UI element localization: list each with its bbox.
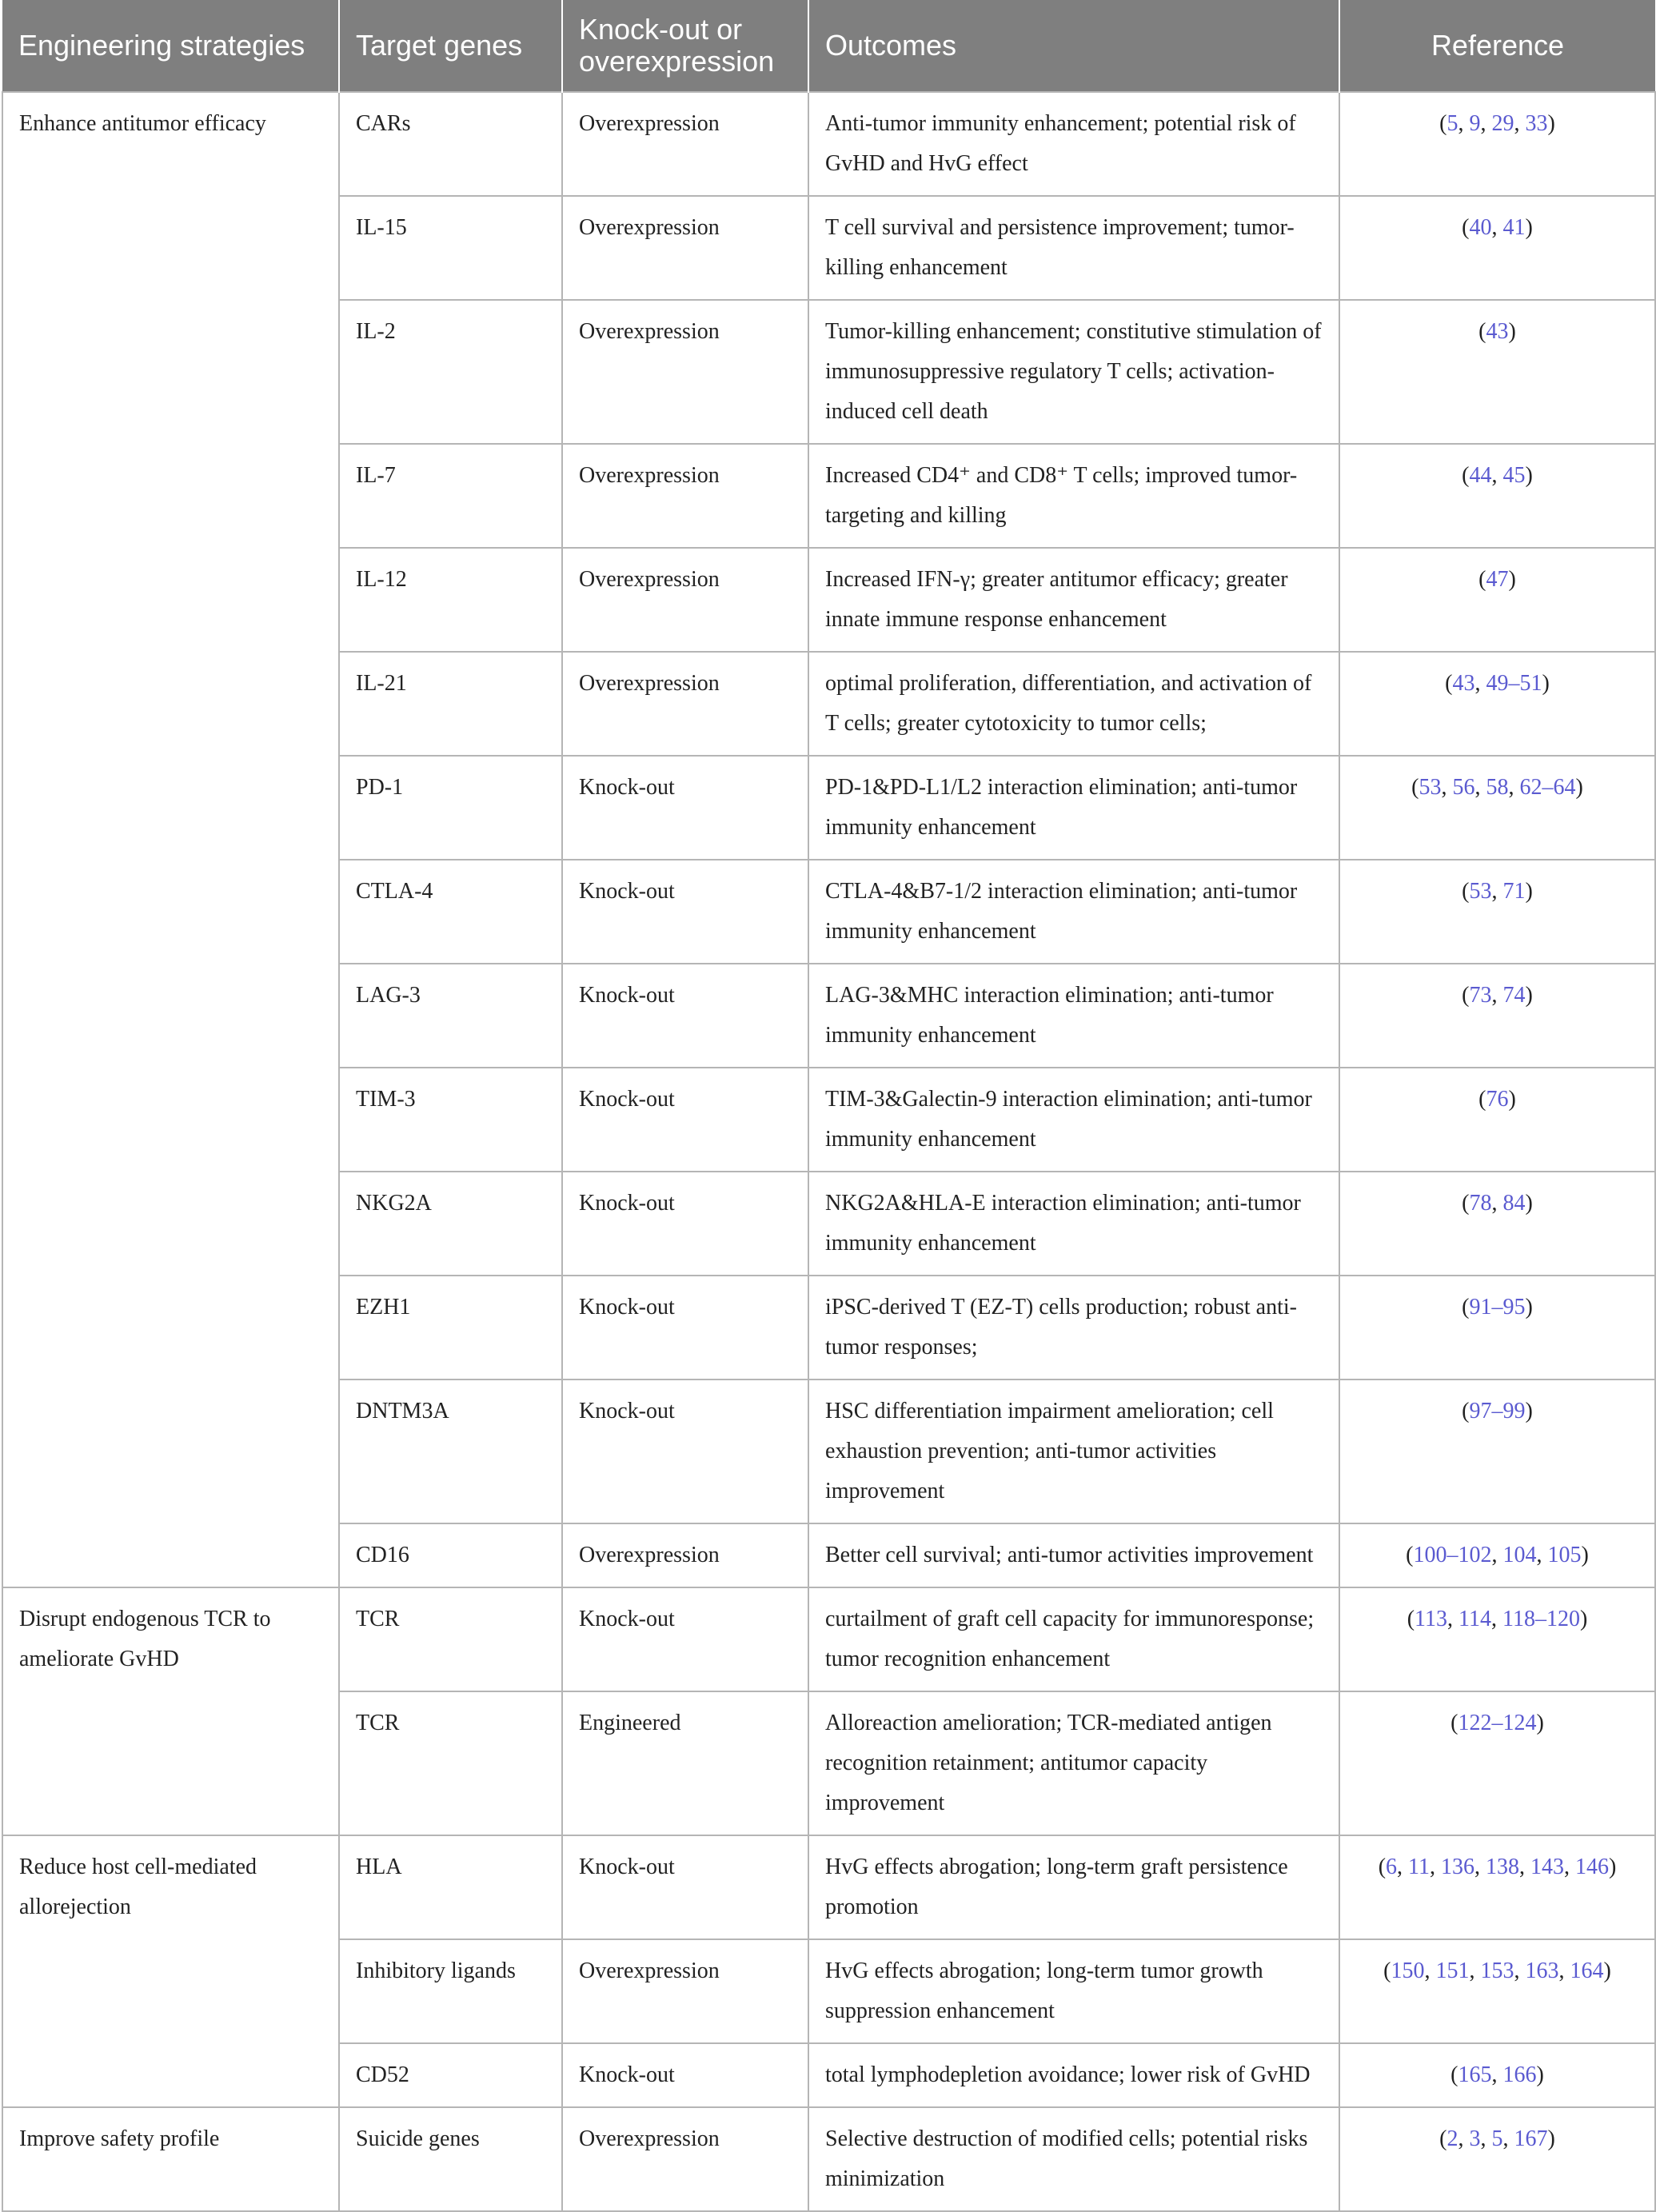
outcome-cell: iPSC-derived T (EZ-T) cells production; robust anti-tumor responses; — [808, 1276, 1339, 1380]
outcome-cell: T cell survival and persistence improvement; tumor-killing enhancement — [808, 196, 1339, 300]
reference-link[interactable]: 58 — [1486, 775, 1509, 800]
reference-link[interactable]: 151 — [1435, 1958, 1470, 1983]
reference-cell: (43) — [1339, 300, 1655, 444]
method-cell: Knock-out — [562, 1172, 808, 1276]
table-row — [2, 92, 1655, 196]
reference-link[interactable]: 163 — [1525, 1958, 1559, 1983]
reference-link[interactable]: 43 — [1486, 319, 1509, 344]
reference-cell: (122–124) — [1339, 1691, 1655, 1835]
target-gene-cell: NKG2A — [339, 1172, 562, 1276]
header-reference: Reference — [1339, 0, 1655, 92]
method-cell: Knock-out — [562, 860, 808, 964]
reference-link[interactable]: 9 — [1469, 111, 1481, 136]
reference-link[interactable]: 166 — [1502, 2062, 1537, 2087]
outcome-cell: HvG effects abrogation; long-term graft persistence promotion — [808, 1835, 1339, 1939]
reference-link[interactable]: 43 — [1452, 671, 1475, 696]
reference-link[interactable]: 146 — [1574, 1855, 1609, 1879]
engineering-strategies-table — [2, 0, 1656, 2212]
header-target-genes: Target genes — [339, 0, 562, 92]
reference-cell: (2, 3, 5, 167) — [1339, 2107, 1655, 2211]
reference-link[interactable]: 3 — [1469, 2126, 1481, 2151]
table-row — [2, 1587, 1655, 1691]
method-cell: Overexpression — [562, 2107, 808, 2211]
reference-link[interactable]: 47 — [1486, 567, 1509, 592]
outcome-cell: NKG2A&HLA-E interaction elimination; anti-tumor immunity enhancement — [808, 1172, 1339, 1276]
reference-link[interactable]: 118–120 — [1502, 1607, 1580, 1631]
reference-link[interactable]: 5 — [1491, 2126, 1503, 2151]
target-gene-cell: Inhibitory ligands — [339, 1939, 562, 2043]
header-row — [2, 0, 1655, 92]
reference-link[interactable]: 71 — [1502, 879, 1526, 904]
reference-link[interactable]: 5 — [1447, 111, 1458, 136]
reference-link[interactable]: 153 — [1480, 1958, 1514, 1983]
target-gene-cell: IL-12 — [339, 548, 562, 652]
reference-cell: (53, 56, 58, 62–64) — [1339, 756, 1655, 860]
reference-cell: (165, 166) — [1339, 2043, 1655, 2107]
reference-link[interactable]: 91–95 — [1469, 1295, 1526, 1320]
reference-cell: (150, 151, 153, 163, 164) — [1339, 1939, 1655, 2043]
target-gene-cell: IL-2 — [339, 300, 562, 444]
reference-link[interactable]: 114 — [1458, 1607, 1491, 1631]
reference-link[interactable]: 100–102 — [1413, 1543, 1492, 1567]
header-knockout-overexpression: Knock-out or overexpression — [562, 0, 808, 92]
reference-link[interactable]: 167 — [1514, 2126, 1548, 2151]
header-outcomes: Outcomes — [808, 0, 1339, 92]
method-cell: Knock-out — [562, 2043, 808, 2107]
target-gene-cell: TCR — [339, 1691, 562, 1835]
reference-link[interactable]: 78 — [1469, 1191, 1492, 1216]
reference-link[interactable]: 56 — [1452, 775, 1475, 800]
reference-link[interactable]: 44 — [1469, 463, 1492, 488]
table-row — [2, 1835, 1655, 1939]
method-cell: Overexpression — [562, 652, 808, 756]
method-cell: Knock-out — [562, 1587, 808, 1691]
outcome-cell: Alloreaction amelioration; TCR-mediated antigen recognition retainment; antitumor capacity improvement — [808, 1691, 1339, 1835]
outcome-cell: TIM-3&Galectin-9 interaction elimination; anti-tumor immunity enhancement — [808, 1068, 1339, 1172]
reference-link[interactable]: 150 — [1391, 1958, 1425, 1983]
outcome-cell: Increased CD4⁺ and CD8⁺ T cells; improved tumor-targeting and killing — [808, 444, 1339, 548]
method-cell: Overexpression — [562, 300, 808, 444]
outcome-cell: HvG effects abrogation; long-term tumor growth suppression enhancement — [808, 1939, 1339, 2043]
outcome-cell: total lymphodepletion avoidance; lower risk of GvHD — [808, 2043, 1339, 2107]
reference-cell: (44, 45) — [1339, 444, 1655, 548]
method-cell: Knock-out — [562, 1380, 808, 1523]
reference-cell: (91–95) — [1339, 1276, 1655, 1380]
reference-link[interactable]: 113 — [1415, 1607, 1448, 1631]
reference-link[interactable]: 6 — [1386, 1855, 1398, 1879]
reference-link[interactable]: 74 — [1502, 983, 1526, 1008]
strategy-cell: Improve safety profile — [2, 2107, 339, 2211]
reference-link[interactable]: 143 — [1530, 1855, 1564, 1879]
reference-link[interactable]: 165 — [1458, 2062, 1492, 2087]
reference-link[interactable]: 164 — [1570, 1958, 1604, 1983]
outcome-cell: CTLA-4&B7-1/2 interaction elimination; anti-tumor immunity enhancement — [808, 860, 1339, 964]
strategy-cell: Disrupt endogenous TCR to ameliorate GvHD — [2, 1587, 339, 1835]
outcome-cell: Selective destruction of modified cells; potential risks minimization — [808, 2107, 1339, 2211]
reference-cell: (40, 41) — [1339, 196, 1655, 300]
method-cell: Overexpression — [562, 196, 808, 300]
reference-link[interactable]: 49–51 — [1486, 671, 1542, 696]
reference-link[interactable]: 2 — [1447, 2126, 1458, 2151]
target-gene-cell: CTLA-4 — [339, 860, 562, 964]
reference-cell: (5, 9, 29, 33) — [1339, 92, 1655, 196]
reference-link[interactable]: 62–64 — [1519, 775, 1576, 800]
outcome-cell: HSC differentiation impairment amelioration; cell exhaustion prevention; anti-tumor activities improvement — [808, 1380, 1339, 1523]
reference-link[interactable]: 33 — [1525, 111, 1548, 136]
method-cell: Overexpression — [562, 1523, 808, 1587]
reference-link[interactable]: 122–124 — [1458, 1711, 1537, 1735]
outcome-cell: Better cell survival; anti-tumor activities improvement — [808, 1523, 1339, 1587]
method-cell: Overexpression — [562, 92, 808, 196]
target-gene-cell: TCR — [339, 1587, 562, 1691]
target-gene-cell: EZH1 — [339, 1276, 562, 1380]
reference-link[interactable]: 138 — [1485, 1855, 1519, 1879]
method-cell: Overexpression — [562, 444, 808, 548]
reference-link[interactable]: 11 — [1408, 1855, 1430, 1879]
reference-cell: (76) — [1339, 1068, 1655, 1172]
target-gene-cell: IL-21 — [339, 652, 562, 756]
target-gene-cell: IL-15 — [339, 196, 562, 300]
outcome-cell: PD-1&PD-L1/L2 interaction elimination; anti-tumor immunity enhancement — [808, 756, 1339, 860]
reference-link[interactable]: 104 — [1502, 1543, 1537, 1567]
method-cell: Knock-out — [562, 1276, 808, 1380]
outcome-cell: Increased IFN-γ; greater antitumor efficacy; greater innate immune response enhancement — [808, 548, 1339, 652]
reference-link[interactable]: 76 — [1486, 1087, 1509, 1112]
method-cell: Overexpression — [562, 1939, 808, 2043]
table-body — [2, 92, 1655, 2211]
method-cell: Knock-out — [562, 1835, 808, 1939]
reference-cell: (78, 84) — [1339, 1172, 1655, 1276]
reference-link[interactable]: 40 — [1469, 215, 1492, 240]
method-cell: Knock-out — [562, 1068, 808, 1172]
target-gene-cell: TIM-3 — [339, 1068, 562, 1172]
reference-cell: (53, 71) — [1339, 860, 1655, 964]
reference-link[interactable]: 53 — [1419, 775, 1442, 800]
reference-link[interactable]: 73 — [1469, 983, 1492, 1008]
target-gene-cell: DNTM3A — [339, 1380, 562, 1523]
reference-link[interactable]: 29 — [1491, 111, 1514, 136]
outcome-cell: optimal proliferation, differentiation, and activation of T cells; greater cytotoxicity to tumor cells; — [808, 652, 1339, 756]
outcome-cell: LAG-3&MHC interaction elimination; anti-tumor immunity enhancement — [808, 964, 1339, 1068]
reference-cell: (100–102, 104, 105) — [1339, 1523, 1655, 1587]
reference-cell: (113, 114, 118–120) — [1339, 1587, 1655, 1691]
target-gene-cell: PD-1 — [339, 756, 562, 860]
reference-link[interactable]: 97–99 — [1469, 1399, 1526, 1423]
reference-cell: (73, 74) — [1339, 964, 1655, 1068]
strategy-cell: Reduce host cell-mediated allorejection — [2, 1835, 339, 2107]
outcome-cell: curtailment of graft cell capacity for immunoresponse; tumor recognition enhancement — [808, 1587, 1339, 1691]
reference-cell: (47) — [1339, 548, 1655, 652]
target-gene-cell: CD16 — [339, 1523, 562, 1587]
header-strategy: Engineering strategies — [2, 0, 339, 92]
target-gene-cell: LAG-3 — [339, 964, 562, 1068]
reference-link[interactable]: 136 — [1440, 1855, 1474, 1879]
target-gene-cell: CARs — [339, 92, 562, 196]
method-cell: Engineered — [562, 1691, 808, 1835]
method-cell: Knock-out — [562, 756, 808, 860]
reference-link[interactable]: 84 — [1502, 1191, 1526, 1216]
target-gene-cell: Suicide genes — [339, 2107, 562, 2211]
outcome-cell: Anti-tumor immunity enhancement; potential risk of GvHD and HvG effect — [808, 92, 1339, 196]
target-gene-cell: HLA — [339, 1835, 562, 1939]
reference-link[interactable]: 41 — [1502, 215, 1526, 240]
method-cell: Overexpression — [562, 548, 808, 652]
reference-link[interactable]: 53 — [1469, 879, 1492, 904]
reference-link[interactable]: 45 — [1502, 463, 1526, 488]
reference-cell: (97–99) — [1339, 1380, 1655, 1523]
method-cell: Knock-out — [562, 964, 808, 1068]
strategy-cell: Enhance antitumor efficacy — [2, 92, 339, 1587]
target-gene-cell: IL-7 — [339, 444, 562, 548]
outcome-cell: Tumor-killing enhancement; constitutive stimulation of immunosuppressive regulatory T cells; activation-induced cell death — [808, 300, 1339, 444]
target-gene-cell: CD52 — [339, 2043, 562, 2107]
reference-cell: (6, 11, 136, 138, 143, 146) — [1339, 1835, 1655, 1939]
reference-link[interactable]: 105 — [1547, 1543, 1582, 1567]
reference-cell: (43, 49–51) — [1339, 652, 1655, 756]
table-row — [2, 2107, 1655, 2211]
